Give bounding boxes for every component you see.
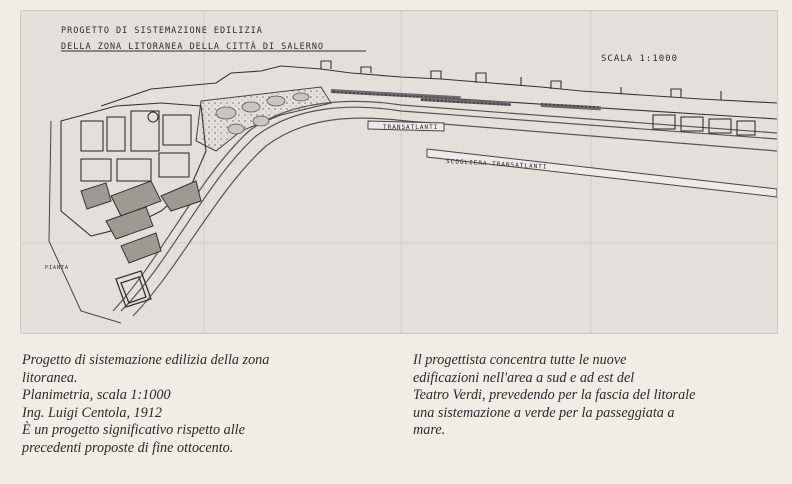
diagonal-blocks bbox=[81, 181, 201, 263]
caption-left-line1: Progetto di sistemazione edilizia della zona bbox=[22, 352, 270, 368]
caption-right-line3: Teatro Verdi, prevedendo per la fascia del litorale bbox=[413, 387, 696, 404]
plan-title-line2: DELLA ZONA LITORANEA DELLA CITTÀ DI SALERNO bbox=[61, 42, 325, 52]
caption-left-line4: Ing. Luigi Centola, 1912 bbox=[22, 404, 162, 421]
piers bbox=[368, 121, 777, 197]
caption-left-line2: litoranea. bbox=[22, 369, 78, 386]
plan-scale: SCALA 1:1000 bbox=[601, 54, 679, 64]
plan-photo bbox=[20, 10, 778, 334]
caption-left-line3: Planimetria, scala 1:1000 bbox=[22, 387, 171, 404]
left-label: PIANTA bbox=[45, 265, 70, 271]
caption-right-line5: mare. bbox=[413, 422, 446, 439]
caption-left bbox=[22, 352, 367, 458]
caption-right-line4: una sistemazione a verde per la passeggiata a bbox=[413, 404, 675, 421]
caption-left-line6: precedenti proposte di fine ottocento. bbox=[22, 439, 234, 456]
plan-drawing bbox=[21, 11, 777, 333]
garden-area bbox=[196, 87, 331, 151]
caption-right bbox=[413, 352, 783, 440]
caption-right-line2: edificazioni nell'area a sud e ad est del bbox=[413, 369, 635, 386]
plan-title-line1: PROGETTO DI SISTEMAZIONE EDILIZIA bbox=[61, 26, 263, 36]
caption-right-line1: Il progettista concentra tutte le nuove bbox=[413, 352, 627, 368]
pier-label-1: TRANSATLANTI bbox=[383, 124, 439, 131]
caption-left-line5: È un progetto significativo rispetto alle bbox=[22, 422, 245, 439]
pier-label-2: SCOGLIERA TRANSATLANTI bbox=[445, 158, 548, 171]
